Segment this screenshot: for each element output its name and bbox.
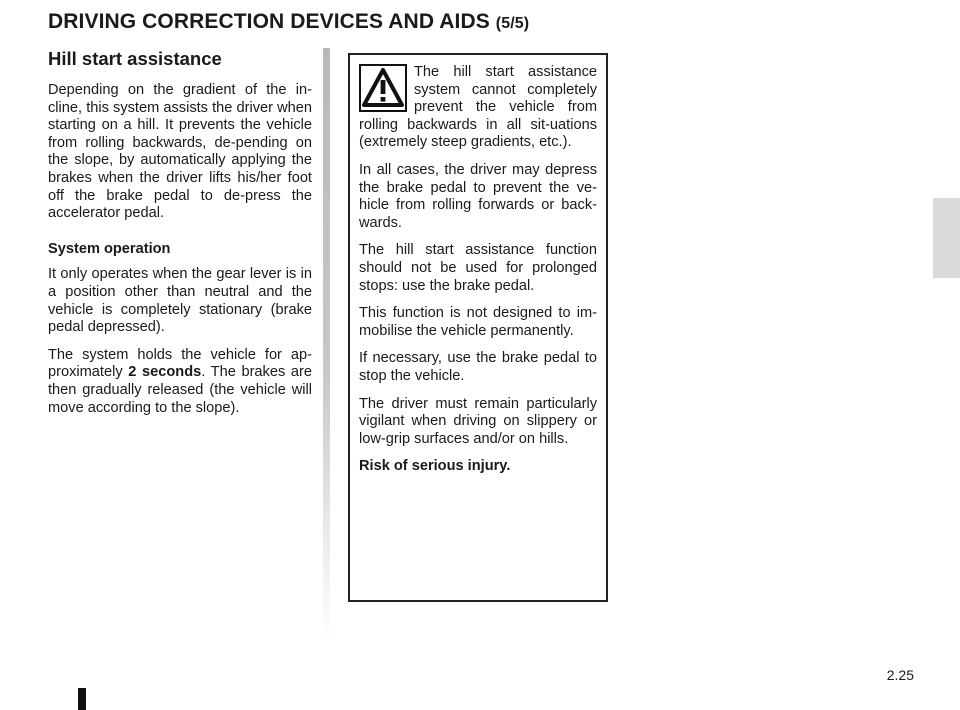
- column-divider: [323, 48, 330, 643]
- title-part-indicator: (5/5): [495, 15, 530, 32]
- hold-text-suffix: . The brakes are then gradually released (the vehicle will move according to the slope).: [48, 364, 312, 416]
- left-column: [48, 48, 312, 427]
- crop-mark: [78, 688, 86, 710]
- intro-paragraph: Depending on the gradient of the in-cline, this system assists the driver when starting on a hill. It prevents the vehicle from rolling backwards, de-pending on the slope, by automatically applying the brakes when the driver lifts his/her foot off the brake pedal to de-press the accelerator pedal.: [48, 82, 312, 222]
- warning-paragraph: If necessary, use the brake pedal to stop the vehicle.: [359, 350, 597, 384]
- hold-duration-paragraph: [48, 347, 312, 417]
- subheading-system-operation: System operation: [48, 240, 171, 257]
- hold-text-prefix: The system holds the vehicle for ap-proximately: [48, 346, 312, 381]
- warning-risk-statement: Risk of serious injury.: [359, 458, 511, 475]
- operation-paragraph: It only operates when the gear lever is in a position other than neutral and the vehicle is completely stationary (brake pedal depressed).: [48, 266, 312, 336]
- warning-triangle-icon: [359, 64, 407, 112]
- warning-box: [348, 53, 608, 602]
- chapter-tab: [933, 198, 960, 278]
- warning-paragraph: The driver must remain particularly vigilant when driving on slippery or low-grip surfaces and/or on hills.: [359, 395, 597, 447]
- section-heading: Hill start assistance: [48, 48, 222, 69]
- warning-paragraph: The hill start assistance function should not be used for prolonged stops: use the brake pedal.: [359, 242, 597, 294]
- page-number: 2.25: [886, 667, 914, 683]
- warning-paragraph: In all cases, the driver may depress the brake pedal to prevent the ve-hicle from rolling forwards or back-wards.: [359, 161, 597, 231]
- warning-paragraph: This function is not designed to im-mobilise the vehicle permanently.: [359, 305, 597, 339]
- warning-paragraph: The hill start assistance system cannot completely prevent the vehicle from rolling backwards in all sit-uations (extremely steep gradients, etc.).: [359, 64, 597, 151]
- page-title: [48, 10, 529, 34]
- title-text: DRIVING CORRECTION DEVICES AND AIDS: [48, 10, 490, 33]
- hold-duration-value: 2 seconds: [128, 364, 202, 381]
